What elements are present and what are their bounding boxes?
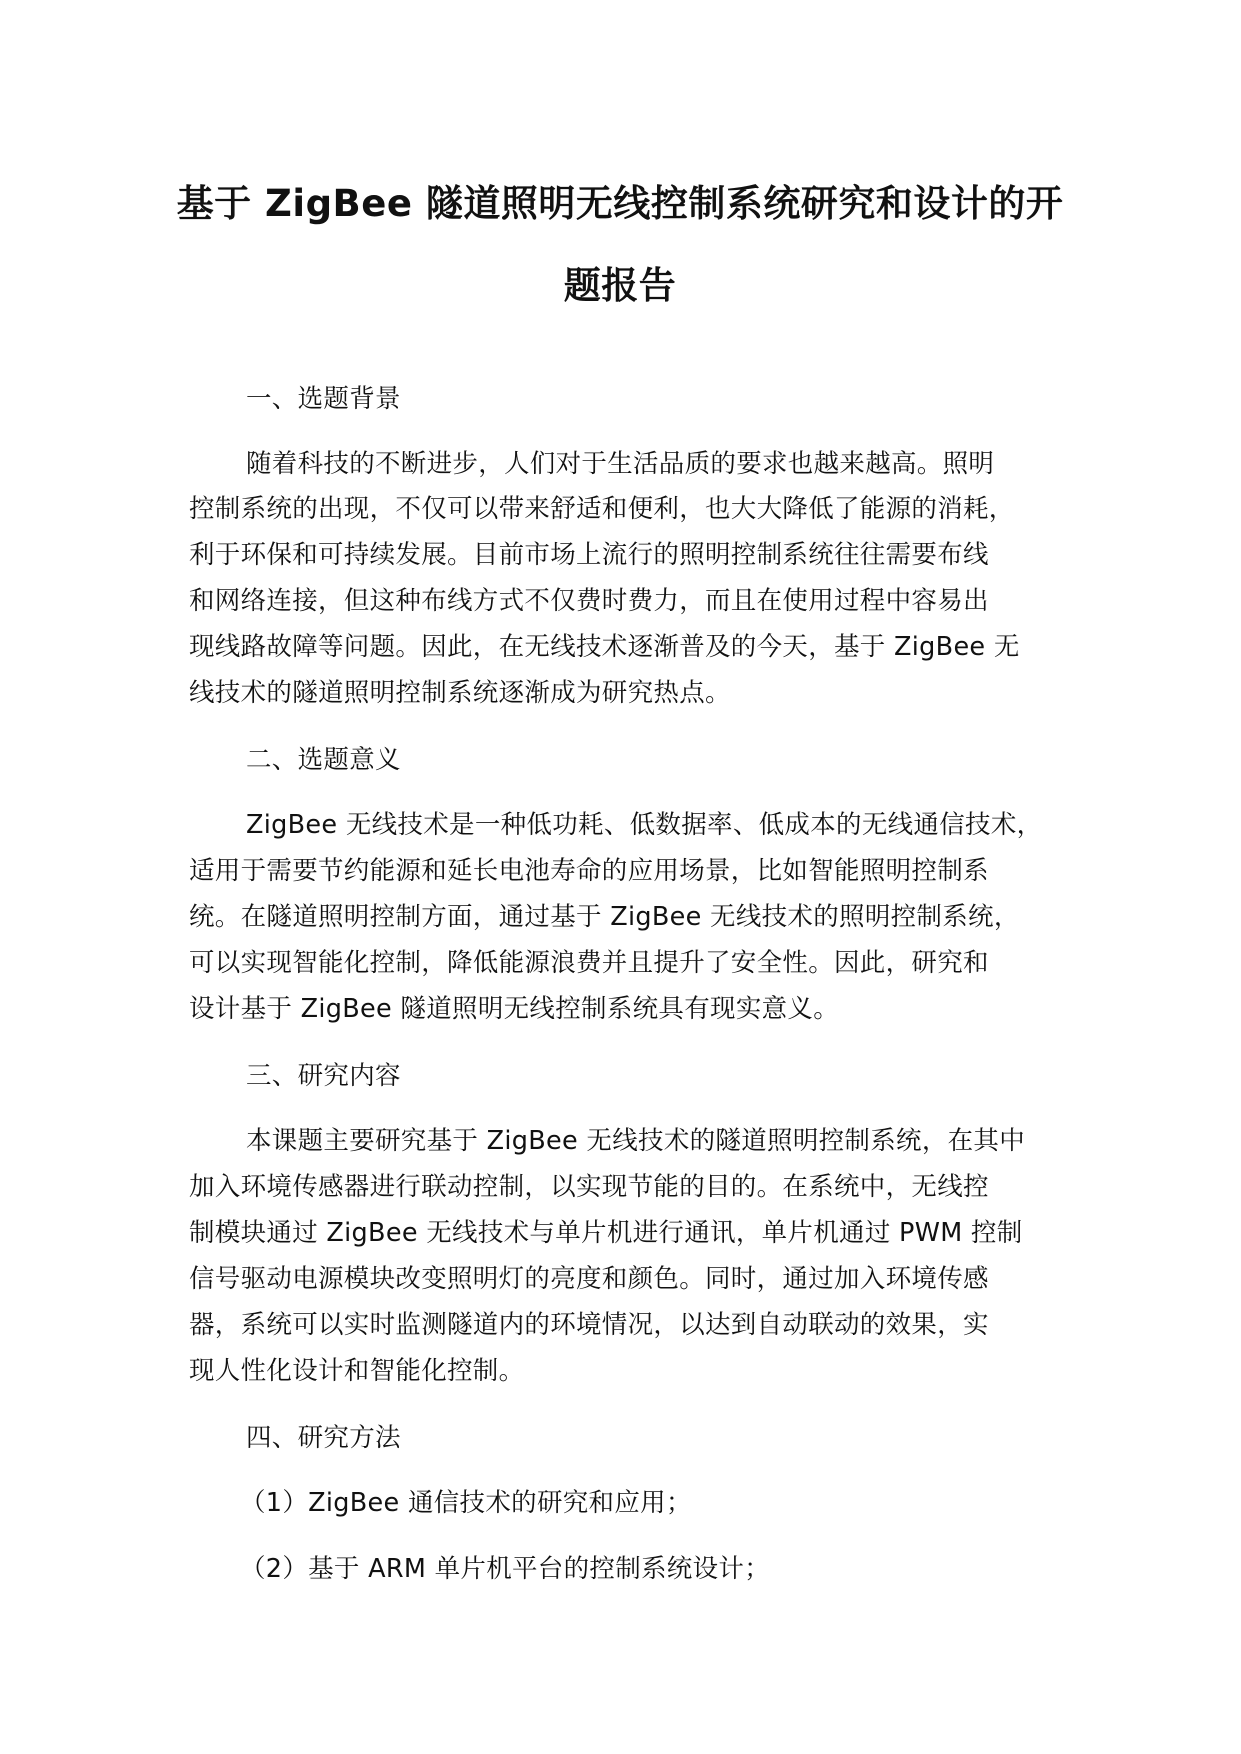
paragraph-line: 加入环境传感器进行联动控制，以实现节能的目的。在系统中，无线控	[189, 1172, 989, 1202]
paragraph-line: 可以实现智能化控制，降低能源浪费并且提升了安全性。因此，研究和	[189, 948, 989, 978]
paragraph-line: 适用于需要节约能源和延长电池寿命的应用场景，比如智能照明控制系	[189, 856, 989, 886]
paragraph-line: 和网络连接，但这种布线方式不仅费时费力，而且在使用过程中容易出	[189, 586, 989, 616]
paragraph-line: 线技术的隧道照明控制系统逐渐成为研究热点。	[189, 678, 731, 708]
paragraph-line: 器，系统可以实时监测隧道内的环境情况，以达到自动联动的效果，实	[189, 1310, 989, 1340]
paragraph-line: 信号驱动电源模块改变照明灯的亮度和颜色。同时，通过加入环境传感	[189, 1264, 989, 1294]
paragraph-line: 统。在隧道照明控制方面，通过基于 ZigBee 无线技术的照明控制系统，	[189, 902, 1020, 932]
paragraph-line: 制模块通过 ZigBee 无线技术与单片机进行通讯，单片机通过 PWM 控制	[189, 1218, 1023, 1248]
paragraph-line: 本课题主要研究基于 ZigBee 无线技术的隧道照明控制系统，在其中	[246, 1126, 1026, 1156]
section-heading-research-content: 三、研究内容	[246, 1061, 401, 1091]
section-heading-background: 一、选题背景	[246, 384, 401, 414]
paragraph-line: 随着科技的不断进步，人们对于生活品质的要求也越来越高。照明	[246, 449, 995, 479]
title-line-2: 题报告	[563, 264, 677, 307]
paragraph-line: 现线路故障等问题。因此，在无线技术逐渐普及的今天，基于 ZigBee 无	[189, 632, 1020, 662]
paragraph-line: 控制系统的出现，不仅可以带来舒适和便利，也大大降低了能源的消耗，	[189, 494, 1015, 524]
paragraph-line: ZigBee 无线技术是一种低功耗、低数据率、低成本的无线通信技术，	[246, 810, 1043, 840]
section-heading-significance: 二、选题意义	[246, 745, 401, 775]
paragraph-line: 设计基于 ZigBee 隧道照明无线控制系统具有现实意义。	[189, 994, 840, 1024]
list-item: （1）ZigBee 通信技术的研究和应用；	[240, 1488, 692, 1518]
section-heading-research-method: 四、研究方法	[246, 1423, 401, 1453]
paragraph-line: 利于环保和可持续发展。目前市场上流行的照明控制系统往往需要布线	[189, 540, 989, 570]
list-item: （2）基于 ARM 单片机平台的控制系统设计；	[240, 1554, 770, 1584]
title-line-1: 基于 ZigBee 隧道照明无线控制系统研究和设计的开	[176, 182, 1064, 225]
paragraph-line: 现人性化设计和智能化控制。	[189, 1356, 525, 1386]
